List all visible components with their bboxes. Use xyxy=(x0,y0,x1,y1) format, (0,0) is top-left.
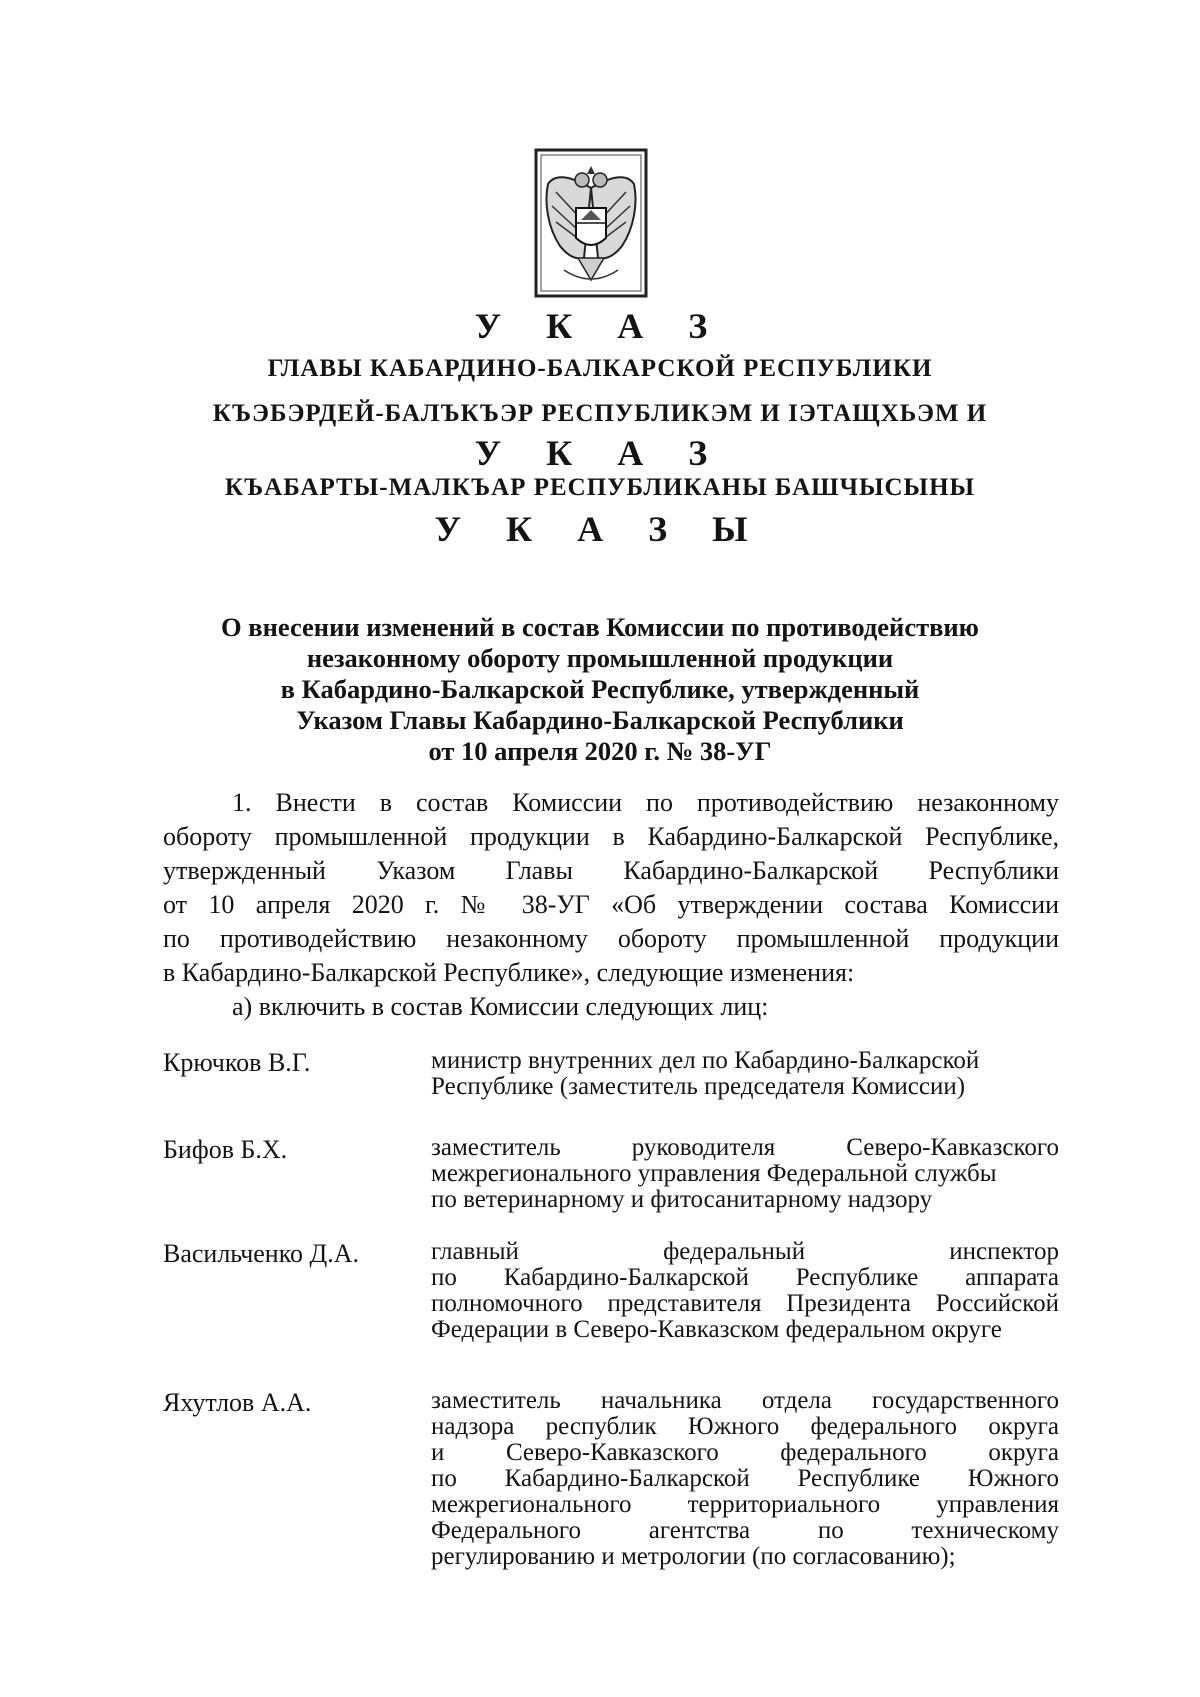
decree-heading-russian: У К А З xyxy=(474,306,726,346)
subitem-a: а) включить в состав Комиссии следующих лиц: xyxy=(232,992,769,1021)
paragraph-line: от 10 апреля 2020 г. № 38-УГ «Об утверждении состава Комиссии xyxy=(163,890,1059,919)
paragraph-line: утвержденный Указом Главы Кабардино-Балкарской Республики xyxy=(163,856,1059,885)
role-line: заместитель начальника отдела государственного xyxy=(431,1387,1059,1414)
title-line: от 10 апреля 2020 г. № 38-УГ xyxy=(428,736,772,766)
member-role xyxy=(431,1135,1059,1213)
role-line: межрегионального территориального управления xyxy=(431,1491,1059,1518)
title-line: О внесении изменений в состав Комиссии по противодействию xyxy=(221,612,979,642)
member-role xyxy=(431,1048,1059,1100)
role-line: регулированию и метрологии (по согласованию); xyxy=(431,1543,956,1570)
title-line: в Кабардино-Балкарской Республике, утвержденный xyxy=(280,674,920,704)
decree-title xyxy=(150,612,1050,767)
member-name: Васильченко Д.А. xyxy=(163,1239,360,1268)
role-line: Федерального агентства по техническому xyxy=(431,1517,1059,1544)
issuer-line-russian: ГЛАВЫ КАБАРДИНО-БАЛКАРСКОЙ РЕСПУБЛИКИ xyxy=(267,355,933,382)
role-line: межрегионального управления Федеральной службы xyxy=(431,1160,997,1187)
role-line: полномочного представителя Президента Российской xyxy=(431,1290,1059,1317)
member-name: Крючков В.Г. xyxy=(163,1048,311,1077)
issuer-line-balkar: КЪАБАРТЫ-МАЛКЪАР РЕСПУБЛИКАНЫ БАШЧЫСЫНЫ xyxy=(224,474,976,501)
role-line: министр внутренних дел по Кабардино-Балкарской xyxy=(431,1047,980,1074)
role-line: Республике (заместитель председателя Комиссии) xyxy=(431,1073,966,1100)
coat-of-arms-emblem xyxy=(534,148,648,298)
paragraph-line: обороту промышленной продукции в Кабардино-Балкарской Республике, xyxy=(163,822,1059,851)
title-line: незаконному обороту промышленной продукции xyxy=(306,643,894,673)
paragraph-line: в Кабардино-Балкарской Республике», следующие изменения: xyxy=(163,958,855,987)
role-line: главный федеральный инспектор xyxy=(431,1238,1059,1265)
member-role xyxy=(431,1388,1059,1570)
member-name: Бифов Б.Х. xyxy=(163,1135,288,1164)
role-line: по Кабардино-Балкарской Республике Южного xyxy=(431,1465,1059,1492)
decree-heading-kabardian: У К А З xyxy=(474,433,726,473)
coat-of-arms-icon xyxy=(534,148,648,298)
title-line: Указом Главы Кабардино-Балкарской Республики xyxy=(296,705,904,735)
member-name: Яхутлов А.А. xyxy=(163,1388,312,1417)
member-role xyxy=(431,1239,1059,1343)
role-line: по ветеринарному и фитосанитарному надзору xyxy=(431,1186,933,1213)
role-line: заместитель руководителя Северо-Кавказского xyxy=(431,1134,1059,1161)
role-line: надзора республик Южного федерального округа xyxy=(431,1413,1059,1440)
decree-heading-balkar: У К А З Ы xyxy=(434,509,766,549)
paragraph-line: 1. Внести в состав Комиссии по противодействию незаконному xyxy=(232,788,1059,817)
role-line: по Кабардино-Балкарской Республике аппарата xyxy=(431,1264,1059,1291)
issuer-line-kabardian: КЪЭБЭРДЕЙ-БАЛЪКЪЭР РЕСПУБЛИКЭМ И IЭТАЩХЬЭМ И xyxy=(212,400,988,427)
paragraph-line: по противодействию незаконному обороту промышленной продукции xyxy=(163,924,1059,953)
role-line: и Северо-Кавказского федерального округа xyxy=(431,1439,1059,1466)
role-line: Федерации в Северо-Кавказском федеральном округе xyxy=(431,1316,1002,1343)
